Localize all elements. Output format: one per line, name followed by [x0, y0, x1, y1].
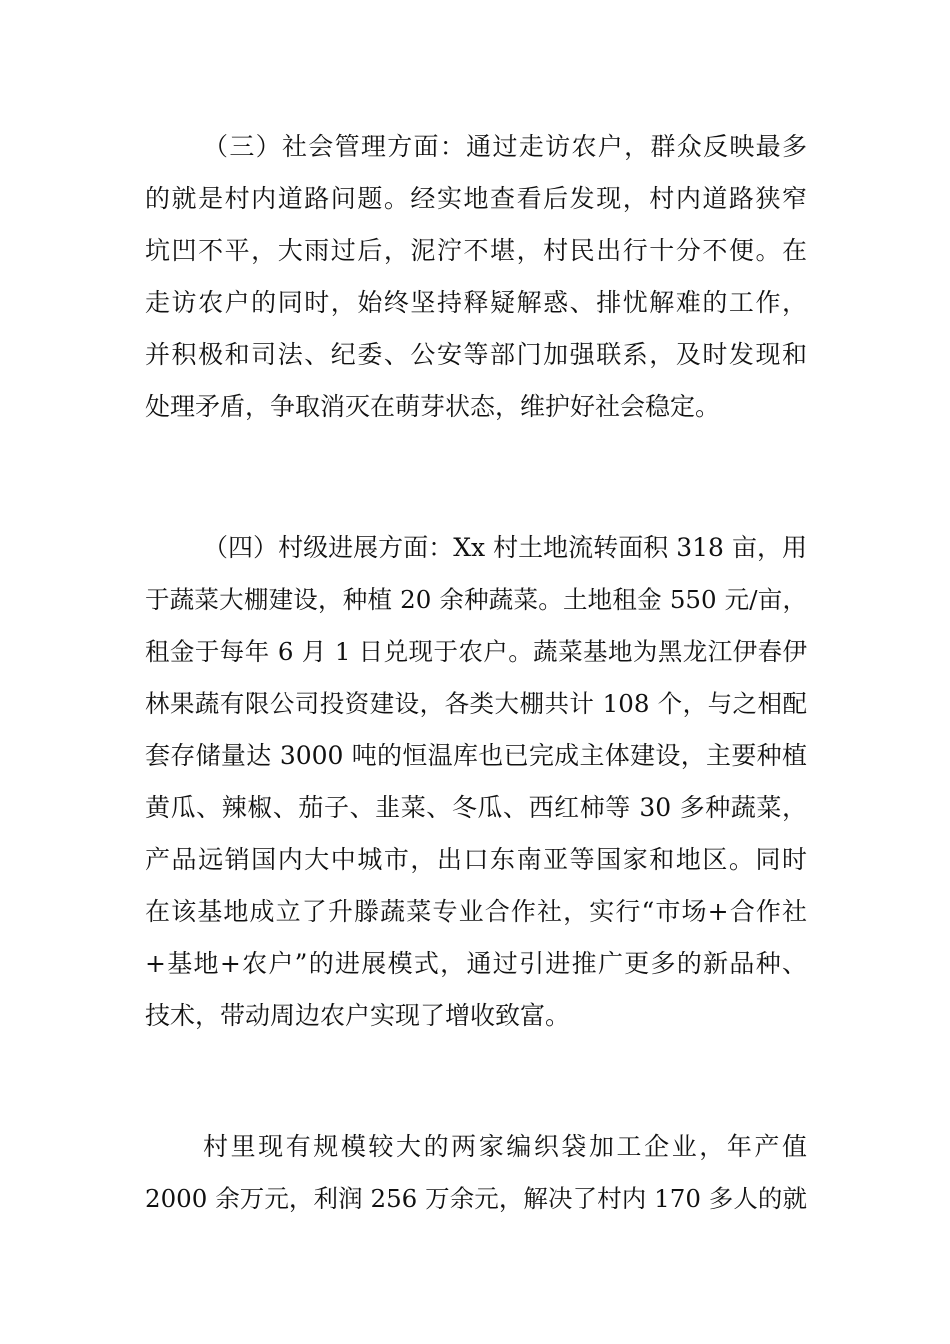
text-line: 租金于每年 6 月 1 日兑现于农户。蔬菜基地为黑龙江伊春伊: [145, 637, 807, 666]
text-line: 技术，带动周边农户实现了增收致富。: [145, 1001, 571, 1030]
text-line: 坑凹不平，大雨过后，泥泞不堪，村民出行十分不便。在: [145, 236, 807, 265]
text-line: 在该基地成立了升滕蔬菜专业合作社，实行“市场+合作社: [145, 897, 807, 926]
text-line: 处理矛盾，争取消灭在萌芽状态，维护好社会稳定。: [145, 392, 721, 421]
text-line: 林果蔬有限公司投资建设，各类大棚共计 108 个，与之相配: [145, 689, 807, 718]
paragraph-enterprises: [145, 1121, 807, 1225]
text-line: （四）村级进展方面：Xx 村土地流转面积 318 亩，用: [203, 533, 807, 562]
text-line: 于蔬菜大棚建设，种植 20 余种蔬菜。土地租金 550 元/亩，: [145, 585, 807, 614]
text-line: 的就是村内道路问题。经实地查看后发现，村内道路狭窄: [145, 184, 807, 213]
text-line: 村里现有规模较大的两家编织袋加工企业，年产值: [203, 1132, 807, 1161]
paragraph-village-development: [145, 522, 807, 1042]
text-line: 套存储量达 3000 吨的恒温库也已完成主体建设，主要种植: [145, 741, 807, 770]
text-line: 产品远销国内大中城市，出口东南亚等国家和地区。同时: [145, 845, 807, 874]
text-line: 2000 余万元，利润 256 万余元，解决了村内 170 多人的就: [145, 1184, 807, 1213]
text-line: +基地+农户”的进展模式，通过引进推广更多的新品种、: [145, 949, 807, 978]
paragraph-social-management: [145, 121, 807, 433]
text-line: （三）社会管理方面：通过走访农户，群众反映最多: [203, 132, 807, 161]
text-line: 走访农户的同时，始终坚持释疑解惑、排忧解难的工作，: [145, 288, 807, 317]
text-line: 并积极和司法、纪委、公安等部门加强联系，及时发现和: [145, 340, 807, 369]
text-line: 黄瓜、辣椒、茄子、韭菜、冬瓜、西红柿等 30 多种蔬菜，: [145, 793, 807, 822]
